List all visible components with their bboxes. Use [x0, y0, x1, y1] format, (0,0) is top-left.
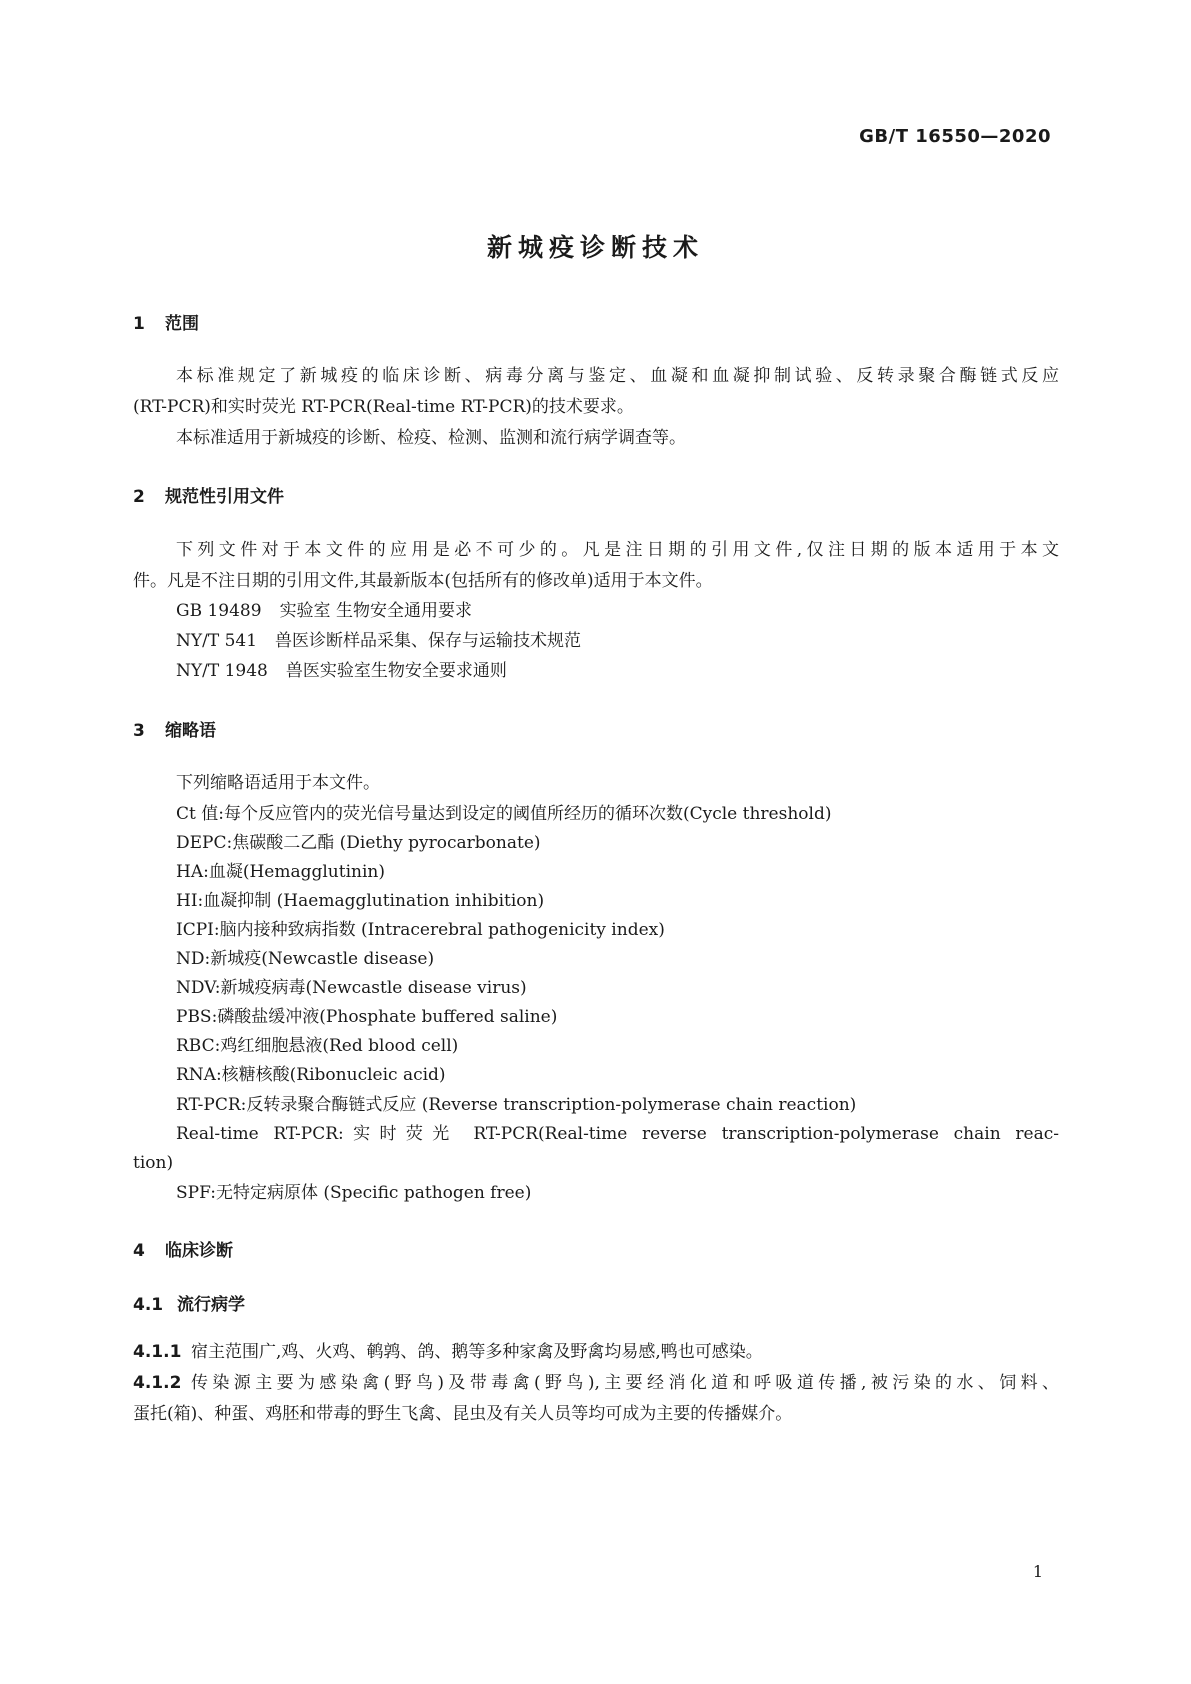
document-title: 新城疫诊断技术 [486, 233, 704, 262]
abbreviation-item: HI:血凝抑制 (Haemagglutination inhibition) [176, 891, 545, 911]
section-title: 规范性引用文件 [165, 487, 284, 507]
reference-item [176, 626, 581, 657]
section-title: 临床诊断 [165, 1241, 233, 1261]
clause-text: 宿主范围广,鸡、火鸡、鹌鹑、鸽、鹅等多种家禽及野禽均易感,鸭也可感染。 [191, 1342, 763, 1362]
clause-number: 4.1.1 [133, 1342, 182, 1362]
paragraph-line: (RT-PCR)和实时荧光 RT-PCR(Real-time RT-PCR)的技术要求。 [133, 397, 634, 417]
paragraph: 本标准适用于新城疫的诊断、检疫、检测、监测和流行病学调查等。 [176, 428, 686, 448]
reference-title: 兽医实验室生物安全要求通则 [285, 661, 507, 681]
reference-code: NY/T 1948 [176, 661, 268, 681]
section-title: 范围 [165, 314, 199, 334]
reference-item [176, 656, 507, 687]
reference-code: GB 19489 [176, 601, 262, 621]
subsection-number: 4.1 [133, 1295, 164, 1315]
reference-code: NY/T 541 [176, 631, 258, 651]
abbreviation-item: DEPC:焦碳酸二乙酯 (Diethy pyrocarbonate) [176, 833, 541, 853]
paragraph-line: 下列文件对于本文件的应用是必不可少的。凡是注日期的引用文件,仅注日期的版本适用于本文 [176, 540, 1059, 560]
abbreviation-item: RNA:核糖核酸(Ribonucleic acid) [176, 1065, 446, 1085]
abbreviation-item-continued: tion) [133, 1153, 174, 1173]
clause-4-1-2 [133, 1368, 1059, 1399]
reference-title: 实验室 生物安全通用要求 [279, 601, 472, 621]
page-number: 1 [1032, 1562, 1043, 1581]
reference-item [176, 596, 472, 627]
reference-title: 兽医诊断样品采集、保存与运输技术规范 [275, 631, 582, 651]
paragraph-line: 件。凡是不注日期的引用文件,其最新版本(包括所有的修改单)适用于本文件。 [133, 571, 713, 591]
abbreviation-item: Real-time RT-PCR:实时荧光 RT-PCR(Real-time reverse transcription-polymerase chain reac- [176, 1124, 1059, 1144]
section-number: 2 [133, 487, 145, 507]
clause-4-1-1 [133, 1337, 763, 1368]
paragraph: 下列缩略语适用于本文件。 [176, 773, 380, 793]
section-title: 缩略语 [165, 721, 216, 741]
abbreviation-item: PBS:磷酸盐缓冲液(Phosphate buffered saline) [176, 1007, 558, 1027]
abbreviation-item: ICPI:脑内接种致病指数 (Intracerebral pathogenicity index) [176, 920, 665, 940]
section-3-heading [133, 716, 216, 741]
section-number: 1 [133, 314, 145, 334]
section-number: 4 [133, 1241, 145, 1261]
abbreviation-item: RT-PCR:反转录聚合酶链式反应 (Reverse transcription-polymerase chain reaction) [176, 1095, 857, 1115]
clause-text: 传染源主要为感染禽(野鸟)及带毒禽(野鸟),主要经消化道和呼吸道传播,被污染的水、饲料、 [191, 1373, 1059, 1393]
section-1-heading [133, 309, 199, 334]
abbreviation-item: SPF:无特定病原体 (Specific pathogen free) [176, 1183, 532, 1203]
clause-number: 4.1.2 [133, 1373, 182, 1393]
document-number: GB/T 16550—2020 [859, 126, 1051, 147]
section-number: 3 [133, 721, 145, 741]
section-2-heading [133, 482, 284, 507]
abbreviation-item: RBC:鸡红细胞悬液(Red blood cell) [176, 1036, 459, 1056]
abbreviation-item: NDV:新城疫病毒(Newcastle disease virus) [176, 978, 527, 998]
clause-text-continued: 蛋托(箱)、种蛋、鸡胚和带毒的野生飞禽、昆虫及有关人员等均可成为主要的传播媒介。 [133, 1404, 793, 1424]
section-4-heading [133, 1236, 233, 1261]
abbreviation-item: Ct 值:每个反应管内的荧光信号量达到设定的阈值所经历的循环次数(Cycle threshold) [176, 804, 832, 824]
subsection-title: 流行病学 [177, 1295, 245, 1315]
subsection-4-1-heading [133, 1290, 245, 1315]
abbreviation-item: ND:新城疫(Newcastle disease) [176, 949, 435, 969]
abbreviation-item: HA:血凝(Hemagglutinin) [176, 862, 385, 882]
paragraph-line: 本标准规定了新城疫的临床诊断、病毒分离与鉴定、血凝和血凝抑制试验、反转录聚合酶链式反应 [176, 366, 1059, 386]
